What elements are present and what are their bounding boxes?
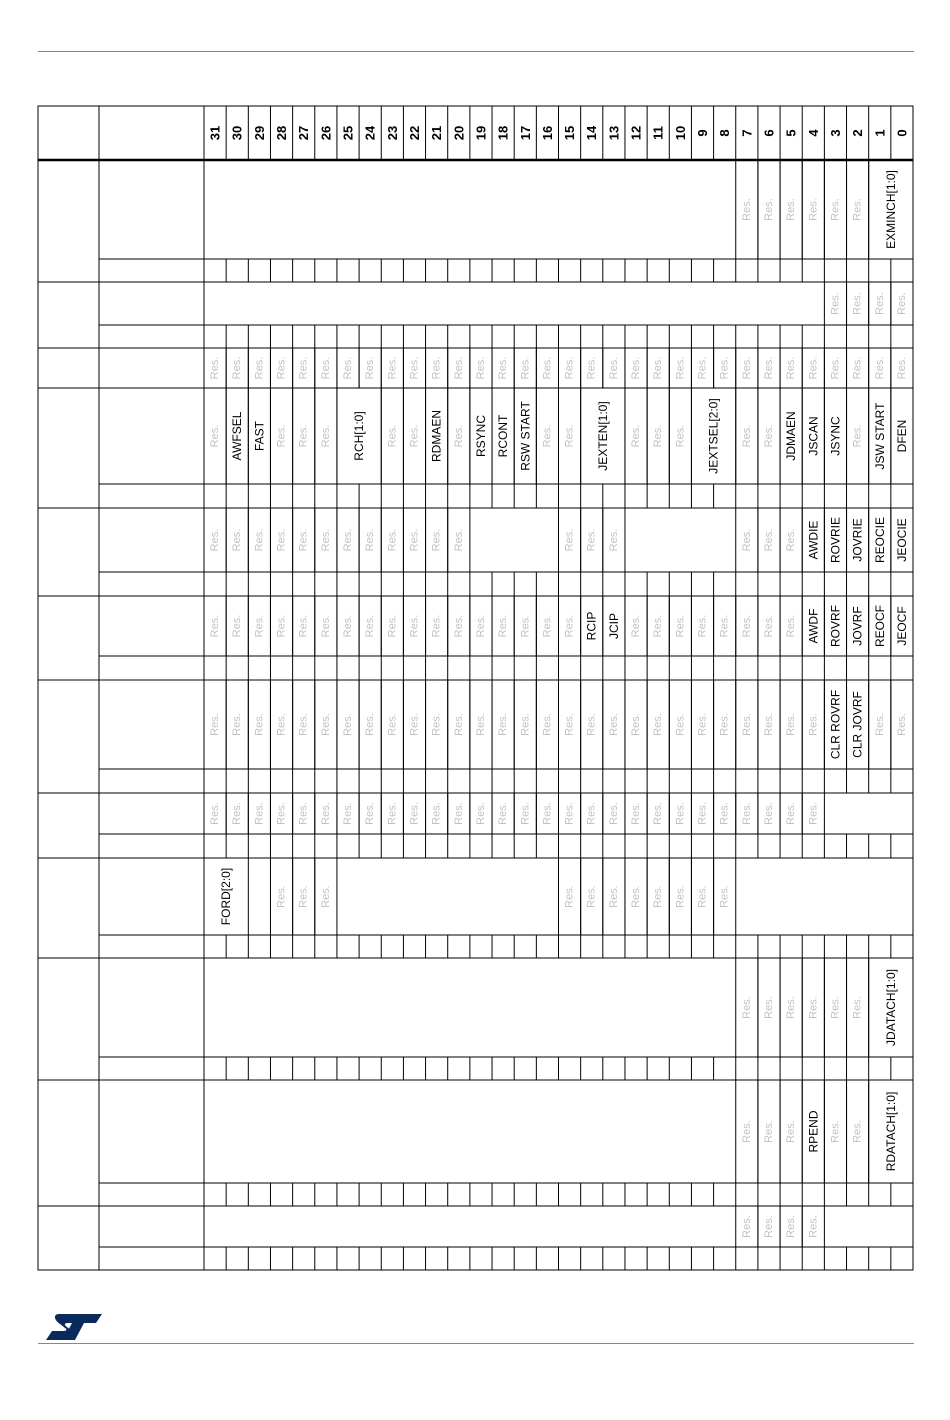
bit-field-label: FAST — [252, 420, 267, 452]
reserved-bit-label: Res. — [519, 356, 532, 380]
reserved-bit-label: Res. — [807, 802, 820, 825]
reserved-bit-label: Res. — [785, 356, 798, 380]
reserved-bit-label: Res. — [253, 614, 266, 638]
reserved-bit-label: Res. — [785, 1120, 798, 1143]
reserved-bit-label: Res. — [253, 528, 266, 552]
bit-field-label: EXMINCH[1:0] — [883, 170, 898, 249]
reserved-bit-label: Res. — [762, 614, 775, 638]
reserved-bit-label: Res. — [519, 802, 532, 825]
reserved-bit-label: Res. — [585, 802, 598, 825]
reserved-bit-label: Res. — [364, 713, 377, 736]
reserved-bit-label: Res. — [718, 713, 731, 736]
reserved-bit-label: Res. — [253, 802, 266, 825]
reserved-bit-label: Res. — [231, 528, 244, 552]
reserved-bit-label: Res. — [297, 424, 310, 448]
st-logo — [44, 1311, 104, 1343]
bottom-rule — [38, 1343, 914, 1344]
reserved-bit-label: Res. — [607, 528, 620, 552]
reserved-bit-label: Res. — [785, 614, 798, 638]
bit-number-header: 29 — [251, 125, 267, 141]
bit-field-label: RSW START — [518, 401, 533, 471]
reserved-bit-label: Res. — [873, 713, 886, 736]
bit-number-header: 28 — [274, 125, 290, 141]
reserved-bit-label: Res. — [297, 802, 310, 825]
reserved-bit-label: Res. — [497, 356, 510, 380]
reserved-bit-label: Res. — [386, 356, 399, 380]
bit-field-label: JEXTSEL[2:0] — [706, 398, 721, 474]
reserved-bit-label: Res. — [696, 356, 709, 380]
reserved-bit-label: Res. — [652, 424, 665, 448]
reserved-bit-label: Res. — [674, 424, 687, 448]
reserved-bit-label: Res. — [430, 802, 443, 825]
reserved-bit-label: Res. — [718, 885, 731, 908]
reserved-bit-label: Res. — [386, 424, 399, 448]
bit-field-label: RCIP — [584, 611, 599, 641]
reserved-bit-label: Res. — [762, 1215, 775, 1238]
reserved-bit-label: Res. — [674, 885, 687, 908]
reserved-bit-label: Res. — [895, 356, 908, 380]
reserved-bit-label: Res. — [319, 802, 332, 825]
bit-field-label: JEOCIE — [894, 518, 909, 562]
bit-number-header: 1 — [872, 129, 888, 137]
bit-field-label: JOVRIE — [850, 518, 865, 562]
reserved-bit-label: Res. — [253, 356, 266, 380]
reserved-bit-label: Res. — [563, 424, 576, 448]
reserved-bit-label: Res. — [740, 1215, 753, 1238]
reserved-bit-label: Res. — [430, 713, 443, 736]
bit-field-label: DFEN — [894, 419, 909, 453]
bit-number-header: 19 — [473, 125, 489, 141]
bit-field-label: RDATACH[1:0] — [883, 1091, 898, 1172]
bit-number-header: 26 — [318, 125, 334, 141]
reserved-bit-label: Res. — [674, 802, 687, 825]
reserved-bit-label: Res. — [851, 996, 864, 1019]
reserved-bit-label: Res. — [829, 996, 842, 1019]
reserved-bit-label: Res. — [740, 198, 753, 221]
reserved-bit-label: Res. — [474, 614, 487, 638]
reserved-bit-label: Res. — [541, 802, 554, 825]
reserved-bit-label: Res. — [364, 802, 377, 825]
reserved-bit-label: Res. — [386, 713, 399, 736]
reserved-bit-label: Res. — [253, 713, 266, 736]
reserved-bit-label: Res. — [740, 356, 753, 380]
reserved-bit-label: Res. — [563, 614, 576, 638]
bit-number-header: 13 — [606, 125, 622, 141]
reserved-bit-label: Res. — [785, 528, 798, 552]
reserved-bit-label: Res. — [541, 424, 554, 448]
reserved-bit-label: Res. — [275, 528, 288, 552]
reserved-bit-label: Res. — [674, 614, 687, 638]
bit-number-header: 24 — [362, 125, 378, 141]
reserved-bit-label: Res. — [652, 614, 665, 638]
reserved-bit-label: Res. — [762, 356, 775, 380]
bit-field-label: AWFSEL — [230, 411, 245, 461]
bit-field-label: ROVRF — [828, 605, 843, 647]
reserved-bit-label: Res. — [585, 885, 598, 908]
reserved-bit-label: Res. — [895, 292, 908, 315]
reserved-bit-label: Res. — [785, 713, 798, 736]
reserved-bit-label: Res. — [386, 614, 399, 638]
table-frame — [38, 106, 913, 1270]
bit-number-header: 0 — [894, 129, 910, 137]
reserved-bit-label: Res. — [740, 424, 753, 448]
bit-number-header: 22 — [406, 125, 422, 141]
reserved-bit-label: Res. — [696, 802, 709, 825]
reserved-bit-label: Res. — [297, 713, 310, 736]
reserved-bit-label: Res. — [807, 1215, 820, 1238]
reserved-bit-label: Res. — [762, 424, 775, 448]
reserved-bit-label: Res. — [785, 996, 798, 1019]
reserved-bit-label: Res. — [408, 356, 421, 380]
reserved-bit-label: Res. — [209, 614, 222, 638]
reserved-bit-label: Res. — [563, 528, 576, 552]
reserved-bit-label: Res. — [607, 885, 620, 908]
reserved-bit-label: Res. — [630, 802, 643, 825]
bit-field-label: JSCAN — [806, 416, 821, 456]
reserved-bit-label: Res. — [452, 424, 465, 448]
bit-number-header: 9 — [695, 129, 711, 137]
reserved-bit-label: Res. — [452, 614, 465, 638]
bit-number-header: 15 — [562, 125, 578, 141]
reserved-bit-label: Res. — [275, 713, 288, 736]
reserved-bit-label: Res. — [652, 885, 665, 908]
bit-number-header: 20 — [451, 125, 467, 141]
reserved-bit-label: Res. — [275, 885, 288, 908]
bit-field-label: AWDF — [806, 608, 821, 644]
reserved-bit-label: Res. — [364, 356, 377, 380]
reserved-bit-label: Res. — [718, 614, 731, 638]
reserved-bit-label: Res. — [386, 528, 399, 552]
reserved-bit-label: Res. — [474, 713, 487, 736]
bit-number-header: 10 — [672, 125, 688, 141]
bit-number-header: 7 — [739, 129, 755, 137]
reserved-bit-label: Res. — [740, 996, 753, 1019]
reserved-bit-label: Res. — [408, 424, 421, 448]
reserved-bit-label: Res. — [652, 356, 665, 380]
reserved-bit-label: Res. — [474, 356, 487, 380]
bit-field-label: RPEND — [806, 1110, 821, 1153]
reserved-bit-label: Res. — [785, 802, 798, 825]
bit-number-header: 30 — [229, 125, 245, 141]
reserved-bit-label: Res. — [607, 802, 620, 825]
reserved-bit-label: Res. — [541, 614, 554, 638]
reserved-bit-label: Res. — [762, 528, 775, 552]
reserved-bit-label: Res. — [652, 713, 665, 736]
reserved-bit-label: Res. — [519, 713, 532, 736]
bit-field-label: AWDIE — [806, 520, 821, 560]
reserved-bit-label: Res. — [342, 528, 355, 552]
reserved-bit-label: Res. — [319, 713, 332, 736]
bit-field-label: JDATACH[1:0] — [883, 969, 898, 1046]
reserved-bit-label: Res. — [209, 424, 222, 448]
reserved-bit-label: Res. — [209, 713, 222, 736]
bit-number-header: 18 — [495, 125, 511, 141]
reserved-bit-label: Res. — [297, 528, 310, 552]
reserved-bit-label: Res. — [408, 802, 421, 825]
reserved-bit-label: Res. — [740, 614, 753, 638]
bit-field-label: RSYNC — [473, 414, 488, 458]
reserved-bit-label: Res. — [209, 802, 222, 825]
bit-number-header: 25 — [340, 125, 356, 141]
reserved-bit-label: Res. — [762, 996, 775, 1019]
reserved-bit-label: Res. — [497, 614, 510, 638]
reserved-bit-label: Res. — [430, 614, 443, 638]
reserved-bit-label: Res. — [807, 356, 820, 380]
bit-number-header: 6 — [761, 129, 777, 137]
reserved-bit-label: Res. — [585, 528, 598, 552]
bit-number-header: 21 — [429, 125, 445, 141]
reserved-bit-label: Res. — [607, 713, 620, 736]
reserved-bit-label: Res. — [408, 713, 421, 736]
reserved-bit-label: Res. — [718, 802, 731, 825]
reserved-bit-label: Res. — [319, 356, 332, 380]
reserved-bit-label: Res. — [851, 198, 864, 221]
reserved-bit-label: Res. — [364, 528, 377, 552]
reserved-bit-label: Res. — [696, 885, 709, 908]
reserved-bit-label: Res. — [607, 356, 620, 380]
reserved-bit-label: Res. — [319, 424, 332, 448]
reserved-bit-label: Res. — [807, 198, 820, 221]
bit-number-header: 12 — [628, 125, 644, 141]
reserved-bit-label: Res. — [231, 614, 244, 638]
bit-number-header: 16 — [539, 125, 555, 141]
reserved-bit-label: Res. — [297, 356, 310, 380]
reserved-bit-label: Res. — [497, 713, 510, 736]
reserved-bit-label: Res. — [807, 713, 820, 736]
reserved-bit-label: Res. — [740, 528, 753, 552]
reserved-bit-label: Res. — [541, 713, 554, 736]
reserved-bit-label: Res. — [718, 356, 731, 380]
reserved-bit-label: Res. — [762, 713, 775, 736]
reserved-bit-label: Res. — [740, 713, 753, 736]
reserved-bit-label: Res. — [563, 885, 576, 908]
reserved-bit-label: Res. — [209, 356, 222, 380]
bit-number-header: 31 — [207, 125, 223, 141]
reserved-bit-label: Res. — [807, 996, 820, 1019]
reserved-bit-label: Res. — [740, 1120, 753, 1143]
reserved-bit-label: Res. — [873, 356, 886, 380]
reserved-bit-label: Res. — [408, 528, 421, 552]
bit-field-label: JSYNC — [828, 416, 843, 456]
reserved-bit-label: Res. — [829, 1120, 842, 1143]
bit-field-label: JOVRF — [850, 606, 865, 646]
reserved-bit-label: Res. — [785, 198, 798, 221]
reserved-bit-label: Res. — [319, 528, 332, 552]
reserved-bit-label: Res. — [851, 292, 864, 315]
reserved-bit-label: Res. — [297, 885, 310, 908]
reserved-bit-label: Res. — [275, 614, 288, 638]
reserved-bit-label: Res. — [563, 356, 576, 380]
reserved-bit-label: Res. — [275, 356, 288, 380]
reserved-bit-label: Res. — [829, 198, 842, 221]
reserved-bit-label: Res. — [563, 802, 576, 825]
reserved-bit-label: Res. — [674, 713, 687, 736]
bit-number-header: 11 — [650, 126, 666, 140]
reserved-bit-label: Res. — [785, 1215, 798, 1238]
bit-number-header: 17 — [517, 125, 533, 141]
bit-field-label: JSW START — [872, 402, 887, 470]
bit-field-label: RCH[1:0] — [352, 411, 367, 461]
bit-field-label: CLR JOVRF — [850, 691, 865, 758]
reserved-bit-label: Res. — [630, 885, 643, 908]
bit-number-header: 2 — [850, 129, 866, 137]
reserved-bit-label: Res. — [430, 356, 443, 380]
reserved-bit-label: Res. — [829, 292, 842, 315]
bit-field-label: ROVRIE — [828, 516, 843, 564]
bit-field-label: CLR ROVRF — [828, 689, 843, 760]
reserved-bit-label: Res. — [674, 356, 687, 380]
reserved-bit-label: Res. — [851, 356, 864, 380]
reserved-bit-label: Res. — [851, 1120, 864, 1143]
reserved-bit-label: Res. — [829, 356, 842, 380]
bit-number-header: 27 — [296, 125, 312, 141]
reserved-bit-label: Res. — [585, 356, 598, 380]
reserved-bit-label: Res. — [209, 528, 222, 552]
reserved-bit-label: Res. — [563, 713, 576, 736]
reserved-bit-label: Res. — [585, 713, 598, 736]
reserved-bit-label: Res. — [319, 885, 332, 908]
reserved-bit-label: Res. — [873, 292, 886, 315]
reserved-bit-label: Res. — [408, 614, 421, 638]
reserved-bit-label: Res. — [696, 614, 709, 638]
bit-number-header: 4 — [805, 129, 821, 137]
reserved-bit-label: Res. — [851, 424, 864, 448]
bit-field-label: JEXTEN[1:0] — [595, 401, 610, 471]
reserved-bit-label: Res. — [452, 713, 465, 736]
bit-number-header: 23 — [384, 125, 400, 141]
reserved-bit-label: Res. — [342, 802, 355, 825]
reserved-bit-label: Res. — [231, 713, 244, 736]
reserved-bit-label: Res. — [386, 802, 399, 825]
reserved-bit-label: Res. — [696, 713, 709, 736]
reserved-bit-label: Res. — [762, 198, 775, 221]
reserved-bit-label: Res. — [452, 802, 465, 825]
reserved-bit-label: Res. — [452, 528, 465, 552]
reserved-bit-label: Res. — [652, 802, 665, 825]
reserved-bit-label: Res. — [474, 802, 487, 825]
reserved-bit-label: Res. — [895, 713, 908, 736]
bit-field-label: REOCIE — [872, 516, 887, 564]
reserved-bit-label: Res. — [630, 424, 643, 448]
reserved-bit-label: Res. — [319, 614, 332, 638]
reserved-bit-label: Res. — [630, 713, 643, 736]
bit-number-header: 3 — [827, 129, 843, 137]
bit-number-header: 5 — [783, 129, 799, 137]
bit-field-label: JEOCF — [894, 606, 909, 646]
reserved-bit-label: Res. — [275, 802, 288, 825]
reserved-bit-label: Res. — [740, 802, 753, 825]
reserved-bit-label: Res. — [762, 802, 775, 825]
reserved-bit-label: Res. — [497, 802, 510, 825]
reserved-bit-label: Res. — [452, 356, 465, 380]
reserved-bit-label: Res. — [630, 614, 643, 638]
bit-field-label: RDMAEN — [429, 409, 444, 463]
reserved-bit-label: Res. — [231, 802, 244, 825]
reserved-bit-label: Res. — [519, 614, 532, 638]
reserved-bit-label: Res. — [342, 614, 355, 638]
reserved-bit-label: Res. — [275, 424, 288, 448]
bit-field-label: REOCF — [872, 605, 887, 647]
reserved-bit-label: Res. — [430, 528, 443, 552]
bit-field-label: JDMAEN — [784, 411, 799, 461]
bit-field-label: RCONT — [496, 414, 511, 458]
reserved-bit-label: Res. — [231, 356, 244, 380]
reserved-bit-label: Res. — [630, 356, 643, 380]
reserved-bit-label: Res. — [541, 356, 554, 380]
bit-number-header: 14 — [584, 125, 600, 141]
reserved-bit-label: Res. — [297, 614, 310, 638]
bit-number-header: 8 — [717, 129, 733, 137]
reserved-bit-label: Res. — [762, 1120, 775, 1143]
bit-field-label: JCIP — [606, 612, 621, 640]
reserved-bit-label: Res. — [364, 614, 377, 638]
reserved-bit-label: Res. — [342, 356, 355, 380]
reserved-bit-label: Res. — [342, 713, 355, 736]
bit-field-label: FORD[2:0] — [219, 867, 234, 926]
